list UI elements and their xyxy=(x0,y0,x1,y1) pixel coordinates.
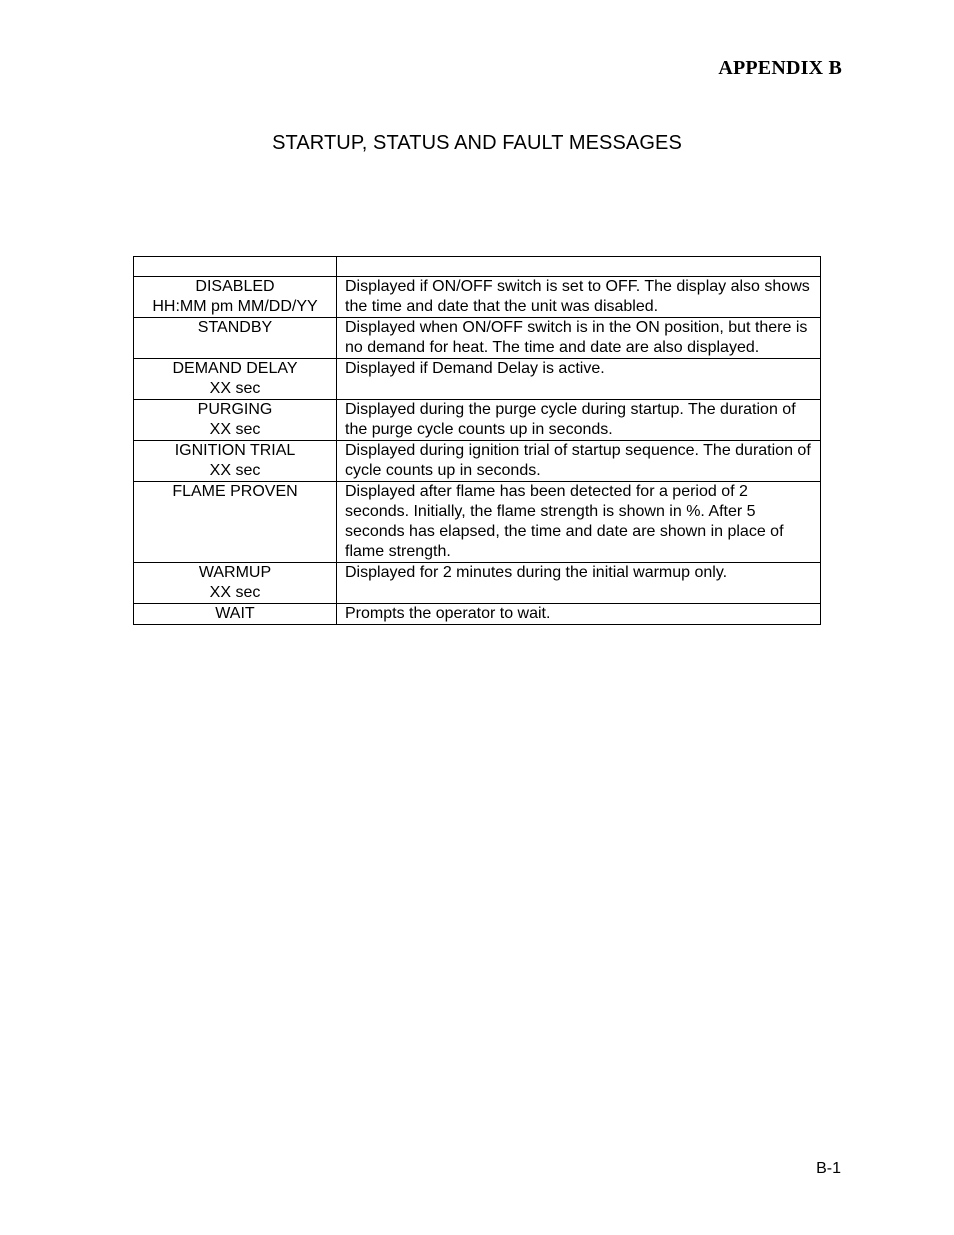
message-cell xyxy=(134,277,337,318)
table-row xyxy=(134,400,821,441)
message-cell xyxy=(134,318,337,359)
description-cell: Displayed if ON/OFF switch is set to OFF. The display also shows the time and date that the unit was disabled. xyxy=(337,277,821,318)
message-subtext: XX sec xyxy=(209,462,261,479)
table-header-row xyxy=(134,257,821,277)
message-subtext: HH:MM pm MM/DD/YY xyxy=(152,298,318,315)
page-number: B-1 xyxy=(816,1160,841,1177)
description-cell: Displayed if Demand Delay is active. xyxy=(337,359,821,400)
table-row xyxy=(134,604,821,625)
header-cell-description xyxy=(337,257,821,277)
message-text: IGNITION TRIAL xyxy=(174,442,296,459)
table-row xyxy=(134,277,821,318)
header-cell-message xyxy=(134,257,337,277)
description-cell: Displayed during the purge cycle during startup. The duration of the purge cycle counts up in seconds. xyxy=(337,400,821,441)
message-subtext: XX sec xyxy=(209,380,261,397)
table-row xyxy=(134,563,821,604)
message-cell xyxy=(134,441,337,482)
description-cell: Prompts the operator to wait. xyxy=(337,604,821,625)
page-title: STARTUP, STATUS AND FAULT MESSAGES xyxy=(272,132,682,154)
message-text: PURGING xyxy=(197,401,273,418)
description-cell: Displayed after flame has been detected for a period of 2 seconds. Initially, the flame strength is shown in %. After 5 seconds has elapsed, the time and date are shown in place of flame strength. xyxy=(337,482,821,563)
message-text: WAIT xyxy=(215,605,255,622)
message-subtext: XX sec xyxy=(209,421,261,438)
message-text: STANDBY xyxy=(197,319,273,336)
table-row xyxy=(134,359,821,400)
message-cell xyxy=(134,359,337,400)
message-text: WARMUP xyxy=(198,564,272,581)
messages-table xyxy=(133,256,821,625)
description-cell: Displayed for 2 minutes during the initial warmup only. xyxy=(337,563,821,604)
message-text: DEMAND DELAY xyxy=(172,360,298,377)
table-row xyxy=(134,441,821,482)
message-text: DISABLED xyxy=(195,278,275,295)
message-cell xyxy=(134,563,337,604)
description-cell: Displayed during ignition trial of startup sequence. The duration of cycle counts up in seconds. xyxy=(337,441,821,482)
description-cell: Displayed when ON/OFF switch is in the ON position, but there is no demand for heat. The time and date are also displayed. xyxy=(337,318,821,359)
appendix-heading: APPENDIX B xyxy=(718,57,842,79)
table-row xyxy=(134,482,821,563)
message-cell xyxy=(134,400,337,441)
message-subtext: XX sec xyxy=(209,584,261,601)
table-row xyxy=(134,318,821,359)
message-cell xyxy=(134,482,337,563)
message-cell xyxy=(134,604,337,625)
message-text: FLAME PROVEN xyxy=(172,483,298,500)
